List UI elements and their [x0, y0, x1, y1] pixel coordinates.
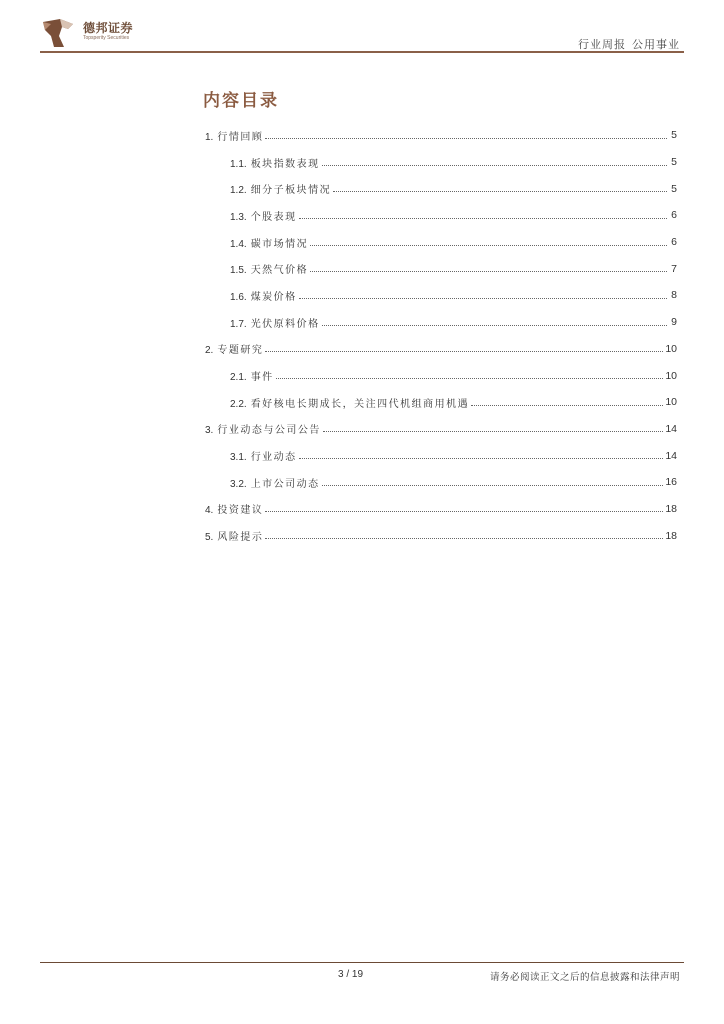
toc-entry[interactable] — [205, 255, 677, 282]
toc-entry-text: 行业动态与公司公告 — [217, 425, 321, 437]
toc-entry-text: 看好核电长期成长，关注四代机组商用机遇 — [250, 398, 470, 410]
logo-mark-icon — [40, 16, 76, 50]
toc-dot-leader — [299, 210, 667, 219]
toc-dot-leader — [310, 237, 667, 246]
toc-entry-number: 2.1. — [230, 372, 247, 384]
toc-dot-leader — [265, 503, 663, 512]
toc-entry-page: 5 — [671, 182, 677, 195]
toc-dot-leader — [323, 423, 663, 432]
toc-entry-label — [230, 395, 469, 410]
toc-entry-text: 天然气价格 — [250, 265, 309, 277]
toc-entry-number: 5. — [205, 532, 214, 544]
toc-dot-leader — [265, 343, 663, 352]
toc-entry-text: 煤炭价格 — [250, 291, 297, 303]
toc-entry[interactable] — [205, 282, 677, 309]
toc-entry-number: 1.3. — [230, 211, 247, 223]
toc-entry-text: 碳市场情况 — [250, 238, 309, 250]
toc-entry-page: 10 — [665, 342, 677, 355]
toc-entry-number: 1.1. — [230, 158, 247, 170]
brand-logo — [40, 16, 150, 50]
toc-entry-label — [205, 528, 263, 543]
toc-entry-text: 行业动态 — [250, 452, 297, 464]
legal-disclaimer: 请务必阅读正文之后的信息披露和法律声明 — [489, 972, 680, 983]
toc-entry-label — [205, 128, 263, 143]
toc-entry[interactable] — [205, 309, 677, 336]
toc-entry-number: 3. — [205, 425, 214, 437]
toc-dot-leader — [265, 130, 667, 139]
toc-entry[interactable] — [205, 202, 677, 229]
toc-entry[interactable] — [205, 175, 677, 202]
toc-entry-page: 5 — [671, 156, 677, 169]
toc-entry[interactable] — [205, 522, 677, 549]
toc-entry[interactable] — [205, 362, 677, 389]
logo-chinese-name: 德邦证券 — [83, 21, 134, 35]
toc-entry-number: 3.2. — [230, 478, 247, 490]
toc-dot-leader — [276, 370, 664, 379]
toc-entry-page: 8 — [671, 289, 677, 302]
toc-entry-page: 14 — [665, 422, 677, 435]
toc-entry-label — [230, 155, 320, 170]
toc-entry-page: 14 — [665, 449, 677, 462]
toc-entry-label — [230, 475, 320, 490]
toc-entry-text: 光伏原料价格 — [250, 318, 320, 330]
toc-entry-text: 行情回顾 — [217, 131, 264, 143]
toc-entry-text: 上市公司动态 — [250, 478, 320, 490]
toc-entry-label — [205, 501, 263, 516]
toc-entry-page: 6 — [671, 236, 677, 249]
industry-name: 公用事业 — [632, 38, 680, 51]
toc-entry-label — [205, 341, 263, 356]
report-type: 行业周报 — [578, 38, 626, 51]
toc-entry-number: 1.6. — [230, 291, 247, 303]
toc-entry-number: 2. — [205, 345, 214, 357]
toc-entry-page: 9 — [671, 316, 677, 329]
toc-entry-text: 板块指数表现 — [250, 158, 320, 170]
toc-entry-text: 细分子板块情况 — [250, 185, 332, 197]
toc-entry-page: 7 — [671, 262, 677, 275]
toc-entry-text: 专题研究 — [217, 345, 264, 357]
toc-dot-leader — [322, 477, 664, 486]
toc-dot-leader — [265, 530, 663, 539]
toc-entry-label — [230, 208, 297, 223]
toc-entry[interactable] — [205, 122, 677, 149]
toc-entry[interactable] — [205, 229, 677, 256]
toc-entry-text: 投资建议 — [217, 505, 264, 517]
toc-entry[interactable] — [205, 389, 677, 416]
toc-entry-number: 4. — [205, 505, 214, 517]
toc-entry[interactable] — [205, 469, 677, 496]
toc-entry-label — [205, 421, 321, 436]
toc-entry-number: 1.5. — [230, 265, 247, 277]
page-indicator: 3 / 19 — [338, 969, 364, 980]
toc-entry[interactable] — [205, 442, 677, 469]
toc-dot-leader — [322, 157, 667, 166]
header-divider — [40, 51, 684, 53]
toc-entry-number: 1.7. — [230, 318, 247, 330]
toc-entry-page: 10 — [665, 369, 677, 382]
toc-entry-text: 风险提示 — [217, 532, 264, 544]
toc-entry-number: 1. — [205, 131, 214, 143]
toc-entry[interactable] — [205, 416, 677, 443]
toc-dot-leader — [299, 290, 667, 299]
toc-entry-label — [230, 368, 274, 383]
toc-entry-text: 个股表现 — [250, 211, 297, 223]
toc-entry[interactable] — [205, 496, 677, 523]
toc-entry-page: 18 — [665, 529, 677, 542]
report-category — [578, 36, 680, 52]
toc-title: 内容目录 — [203, 91, 279, 111]
toc-entry-page: 18 — [665, 502, 677, 515]
toc-entry-label — [230, 288, 297, 303]
toc-entry-label — [230, 261, 308, 276]
toc-entry-label — [230, 181, 331, 196]
toc-dot-leader — [333, 183, 667, 192]
toc-entry-number: 3.1. — [230, 452, 247, 464]
toc-entry-page: 5 — [671, 129, 677, 142]
toc-dot-leader — [299, 450, 664, 459]
toc-entry-number: 2.2. — [230, 398, 247, 410]
logo-english-name: Topsperity Securities — [83, 35, 130, 41]
toc-dot-leader — [471, 397, 663, 406]
toc-entry[interactable] — [205, 336, 677, 363]
toc-entry[interactable] — [205, 149, 677, 176]
table-of-contents — [205, 122, 677, 549]
toc-entry-page: 16 — [665, 476, 677, 489]
toc-entry-label — [230, 448, 297, 463]
toc-entry-text: 事件 — [250, 372, 274, 384]
toc-entry-label — [230, 235, 308, 250]
footer-divider — [40, 962, 684, 963]
toc-entry-page: 6 — [671, 209, 677, 222]
toc-entry-page: 10 — [665, 396, 677, 409]
toc-dot-leader — [310, 263, 667, 272]
toc-entry-number: 1.4. — [230, 238, 247, 250]
toc-entry-number: 1.2. — [230, 185, 247, 197]
toc-dot-leader — [322, 317, 667, 326]
toc-entry-label — [230, 315, 320, 330]
